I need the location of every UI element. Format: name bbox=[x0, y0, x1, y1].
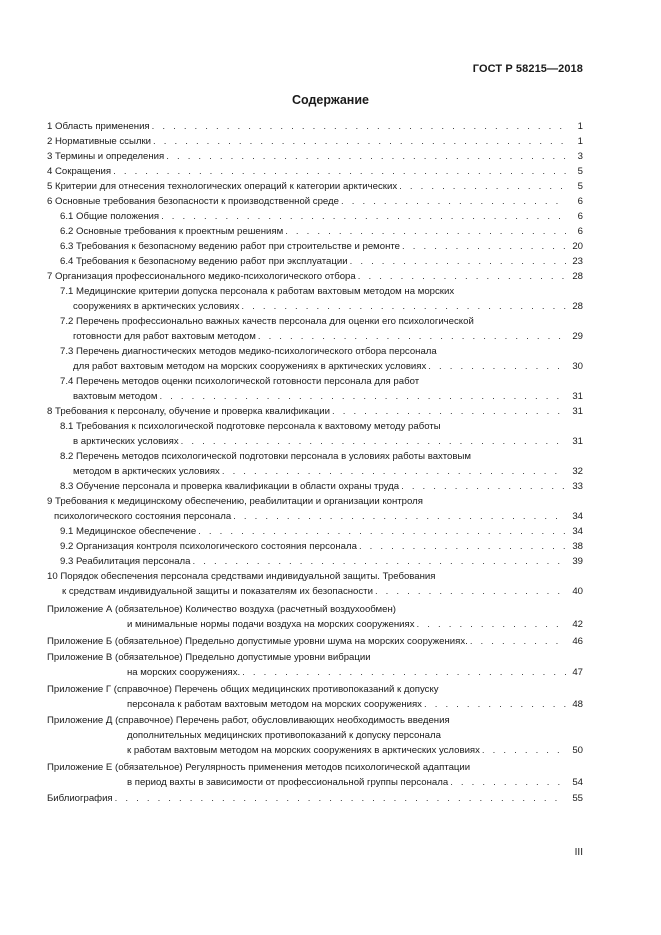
toc-entry[interactable] bbox=[47, 269, 583, 284]
toc-entry-text: в арктических условиях bbox=[73, 436, 179, 447]
toc-entry[interactable] bbox=[47, 209, 583, 224]
toc-page-number: 39 bbox=[572, 556, 583, 567]
dot-leader bbox=[350, 254, 566, 269]
dot-leader bbox=[159, 389, 566, 404]
toc-entry[interactable] bbox=[47, 194, 583, 209]
toc-entry-text: 9.3 Реабилитация персонала bbox=[60, 556, 191, 567]
toc-entry-text: методом в арктических условиях bbox=[73, 466, 220, 477]
toc-entry-text: Библиография bbox=[47, 793, 113, 804]
page-number: III bbox=[574, 847, 583, 858]
dot-leader bbox=[428, 359, 566, 374]
toc-entry-text: персонала к работам вахтовым методом на морских сооружениях bbox=[127, 699, 422, 710]
toc-page-number: 46 bbox=[572, 636, 583, 647]
toc-page-number: 32 bbox=[572, 466, 583, 477]
toc-entry-text: 6.1 Общие положения bbox=[60, 211, 160, 222]
toc-page-number: 6 bbox=[577, 226, 583, 237]
toc-entry[interactable] bbox=[47, 404, 583, 419]
toc-page-number: 50 bbox=[572, 745, 583, 756]
toc-page-number: 6 bbox=[577, 196, 583, 207]
toc-entry[interactable] bbox=[47, 119, 583, 134]
dot-leader bbox=[198, 524, 566, 539]
toc-page-number: 5 bbox=[577, 166, 583, 177]
toc-entry[interactable] bbox=[47, 284, 583, 314]
dot-leader bbox=[233, 509, 566, 524]
dot-leader bbox=[153, 134, 566, 149]
toc-entry-text: Приложение А (обязательное) Количество воздуха (расчетный воздухообмен) bbox=[47, 604, 396, 615]
toc-entry-text: 7 Организация профессионального медико-психологического отбора bbox=[47, 271, 356, 282]
toc-entry-text: 6.4 Требования к безопасному ведению работ при эксплуатации bbox=[60, 256, 348, 267]
toc-entry-text: дополнительных медицинских противопоказаний к допуску персонала bbox=[127, 730, 441, 741]
toc-entry[interactable] bbox=[47, 602, 583, 632]
toc-entry[interactable] bbox=[47, 224, 583, 239]
toc-entry-text: Приложение Е (обязательное) Регулярность применения методов психологической адаптации bbox=[47, 762, 471, 773]
toc-entry-text: 3 Термины и определения bbox=[47, 151, 165, 162]
toc-entry[interactable] bbox=[47, 164, 583, 179]
toc-page-number: 1 bbox=[577, 136, 583, 147]
dot-leader bbox=[450, 775, 566, 790]
toc-page-number: 5 bbox=[577, 181, 583, 192]
toc-title: Содержание bbox=[291, 93, 369, 107]
toc-page-number: 33 bbox=[572, 481, 583, 492]
toc-page-number: 29 bbox=[572, 331, 583, 342]
toc-page-number: 47 bbox=[572, 667, 583, 678]
dot-leader bbox=[258, 329, 566, 344]
toc-page-number: 54 bbox=[572, 777, 583, 788]
toc-entry-text: 9.2 Организация контроля психологического состояния персонала bbox=[60, 541, 357, 552]
toc-entry[interactable] bbox=[47, 479, 583, 494]
toc-page-number: 1 bbox=[577, 121, 583, 132]
dot-leader bbox=[470, 634, 566, 649]
dot-leader bbox=[115, 791, 566, 806]
dot-leader bbox=[482, 743, 566, 758]
dot-leader bbox=[222, 464, 566, 479]
toc-entry-text: 6.3 Требования к безопасному ведению работ при строительстве и ремонте bbox=[60, 241, 401, 252]
toc-entry[interactable] bbox=[47, 791, 583, 806]
toc-page-number: 34 bbox=[572, 511, 583, 522]
table-of-contents bbox=[47, 119, 583, 806]
toc-entry[interactable] bbox=[47, 569, 583, 599]
toc-entry-text: 9 Требования к медицинскому обеспечению, реабилитации и организации контроля bbox=[47, 496, 423, 507]
toc-entry-text: 5 Критерии для отнесения технологических операций к категории арктических bbox=[47, 181, 398, 192]
toc-entry-text: сооружениях в арктических условиях bbox=[73, 301, 240, 312]
toc-entry[interactable] bbox=[47, 314, 583, 344]
toc-page-number: 28 bbox=[572, 301, 583, 312]
toc-entry-text: 8.2 Перечень методов психологической подготовки персонала в условиях работы вахтовым bbox=[60, 451, 471, 462]
toc-entry-text: 7.4 Перечень методов оценки психологической готовности персонала для работ bbox=[60, 376, 420, 387]
dot-leader bbox=[417, 617, 566, 632]
toc-entry-text: 7.1 Медицинские критерии допуска персонала к работам вахтовым методом на морских bbox=[60, 286, 455, 297]
toc-page-number: 30 bbox=[572, 361, 583, 372]
dot-leader bbox=[181, 434, 566, 449]
toc-entry[interactable] bbox=[47, 713, 583, 758]
toc-entry-text: для работ вахтовым методом на морских сооружениях в арктических условиях bbox=[73, 361, 427, 372]
dot-leader bbox=[242, 665, 566, 680]
toc-entry[interactable] bbox=[47, 134, 583, 149]
toc-page-number: 38 bbox=[572, 541, 583, 552]
toc-entry-text: 8 Требования к персоналу, обучение и проверка квалификации bbox=[47, 406, 330, 417]
dot-leader bbox=[113, 164, 566, 179]
dot-leader bbox=[332, 404, 566, 419]
toc-entry-text: к средствам индивидуальной защиты и показателям их безопасности bbox=[62, 586, 373, 597]
toc-entry-text: 9.1 Медицинское обеспечение bbox=[60, 526, 197, 537]
dot-leader bbox=[424, 697, 566, 712]
dot-leader bbox=[152, 119, 566, 134]
toc-entry-text: 2 Нормативные ссылки bbox=[47, 136, 152, 147]
toc-entry-text: готовности для работ вахтовым методом bbox=[73, 331, 256, 342]
toc-entry[interactable] bbox=[47, 449, 583, 479]
toc-entry[interactable] bbox=[47, 554, 583, 569]
toc-entry[interactable] bbox=[47, 419, 583, 449]
toc-page-number: 34 bbox=[572, 526, 583, 537]
toc-entry[interactable] bbox=[47, 254, 583, 269]
toc-page-number: 42 bbox=[572, 619, 583, 630]
toc-page-number: 6 bbox=[577, 211, 583, 222]
toc-page-number: 28 bbox=[572, 271, 583, 282]
toc-entry-text: и минимальные нормы подачи воздуха на морских сооружениях bbox=[127, 619, 415, 630]
toc-page-number: 23 bbox=[572, 256, 583, 267]
toc-entry[interactable] bbox=[47, 344, 583, 374]
dot-leader bbox=[401, 479, 566, 494]
toc-entry[interactable] bbox=[47, 524, 583, 539]
dot-leader bbox=[341, 194, 566, 209]
toc-entry-text: 6 Основные требования безопасности к производственной среде bbox=[47, 196, 339, 207]
toc-page-number: 48 bbox=[572, 699, 583, 710]
toc-entry[interactable] bbox=[47, 634, 583, 649]
toc-entry-text: 4 Сокращения bbox=[47, 166, 112, 177]
toc-entry-text: Приложение В (обязательное) Предельно допустимые уровни вибрации bbox=[47, 652, 371, 663]
dot-leader bbox=[166, 149, 566, 164]
dot-leader bbox=[285, 224, 566, 239]
toc-entry-text: на морских сооружениях. bbox=[127, 667, 241, 678]
toc-entry-text: 1 Область применения bbox=[47, 121, 150, 132]
document-code: ГОСТ Р 58215—2018 bbox=[472, 63, 583, 75]
toc-page-number: 40 bbox=[572, 586, 583, 597]
toc-entry[interactable] bbox=[47, 149, 583, 164]
toc-page-number: 31 bbox=[572, 391, 583, 402]
toc-entry-text: к работам вахтовым методом на морских сооружениях в арктических условиях bbox=[127, 745, 480, 756]
toc-entry[interactable] bbox=[47, 494, 583, 524]
dot-leader bbox=[241, 299, 566, 314]
toc-entry[interactable] bbox=[47, 650, 583, 680]
toc-entry-text: 8.1 Требования к психологической подготовке персонала к вахтовому методу работы bbox=[60, 421, 441, 432]
toc-entry[interactable] bbox=[47, 239, 583, 254]
toc-entry-text: в период вахты в зависимости от профессиональной группы персонала bbox=[127, 777, 449, 788]
toc-entry[interactable] bbox=[47, 682, 583, 712]
toc-entry-text: 7.3 Перечень диагностических методов медико-психологического отбора персонала bbox=[60, 346, 437, 357]
dot-leader bbox=[192, 554, 566, 569]
toc-entry-text: 8.3 Обучение персонала и проверка квалификации в области охраны труда bbox=[60, 481, 400, 492]
toc-entry[interactable] bbox=[47, 539, 583, 554]
toc-page-number: 55 bbox=[572, 793, 583, 804]
toc-entry-text: 6.2 Основные требования к проектным решениям bbox=[60, 226, 284, 237]
toc-entry-text: Приложение Д (справочное) Перечень работ, обусловливающих необходимость введения bbox=[47, 715, 450, 726]
dot-leader bbox=[359, 539, 566, 554]
dot-leader bbox=[402, 239, 566, 254]
toc-entry[interactable] bbox=[47, 760, 583, 790]
toc-entry-text: Приложение Б (обязательное) Предельно допустимые уровни шума на морских сооружениях. bbox=[47, 636, 468, 647]
dot-leader bbox=[399, 179, 566, 194]
dot-leader bbox=[375, 584, 566, 599]
toc-page-number: 3 bbox=[577, 151, 583, 162]
dot-leader bbox=[161, 209, 566, 224]
toc-entry-text: Приложение Г (справочное) Перечень общих медицинских противопоказаний к допуску bbox=[47, 684, 439, 695]
toc-entry-text: 10 Порядок обеспечения персонала средствами индивидуальной защиты. Требования bbox=[47, 571, 436, 582]
toc-entry-text: психологического состояния персонала bbox=[54, 511, 232, 522]
toc-entry[interactable] bbox=[47, 374, 583, 404]
toc-entry-text: вахтовым методом bbox=[73, 391, 158, 402]
toc-page-number: 31 bbox=[572, 406, 583, 417]
toc-page-number: 31 bbox=[572, 436, 583, 447]
toc-entry-text: 7.2 Перечень профессионально важных качеств персонала для оценки его психологической bbox=[60, 316, 474, 327]
toc-entry[interactable] bbox=[47, 179, 583, 194]
toc-page-number: 20 bbox=[572, 241, 583, 252]
dot-leader bbox=[358, 269, 566, 284]
